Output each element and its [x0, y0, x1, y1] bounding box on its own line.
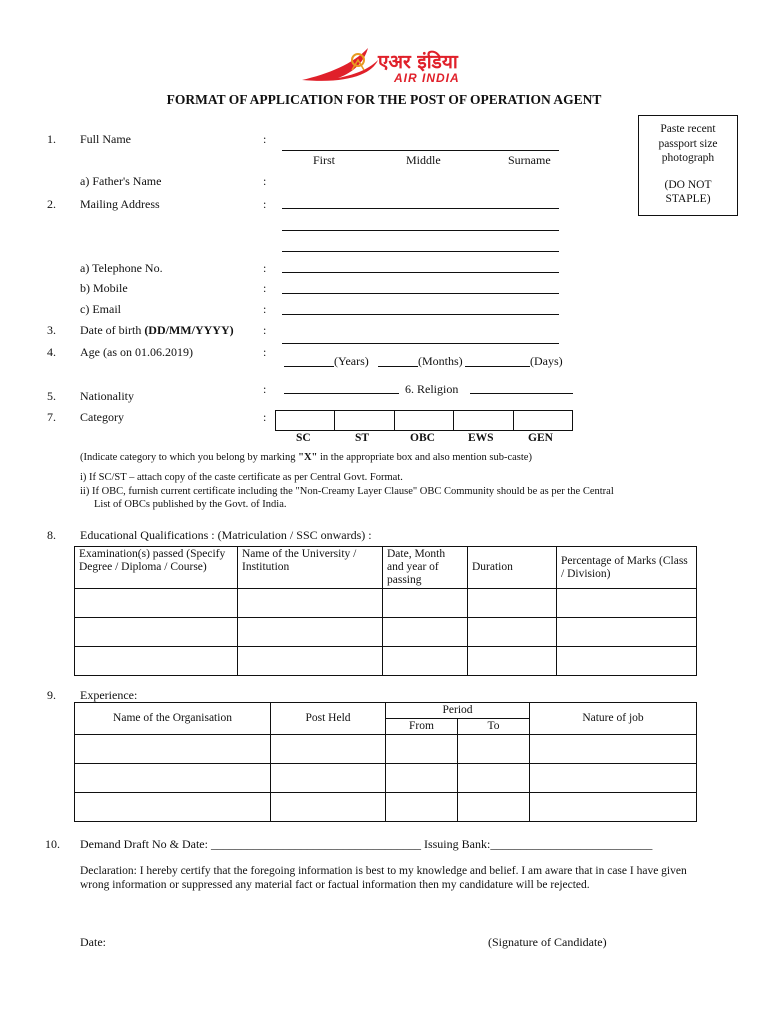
table-cell[interactable] [383, 647, 468, 676]
category-instruction [80, 452, 532, 463]
table-row [75, 647, 697, 676]
category-gen-label: GEN [528, 432, 553, 444]
colon: : [263, 261, 267, 275]
edu-header-university: Name of the University / Institution [238, 547, 383, 589]
photo-line-3: photograph [661, 152, 715, 164]
instruction-text-end: in the appropriate box and also mention sub-caste) [317, 452, 532, 463]
table-cell[interactable] [238, 647, 383, 676]
logo-hindi-text: एअर इंडिया [378, 51, 458, 73]
field-5-number: 5. [47, 389, 56, 403]
category-box-obc[interactable] [395, 411, 454, 430]
category-box-ews[interactable] [454, 411, 513, 430]
exp-header-organisation: Name of the Organisation [75, 703, 271, 735]
dob-format: (DD/MM/YYYY) [144, 323, 234, 337]
table-cell[interactable] [238, 618, 383, 647]
table-cell[interactable] [75, 764, 271, 793]
colon: : [263, 132, 267, 146]
age-label: Age (as on 01.06.2019) [80, 345, 193, 359]
age-days-label: (Days) [530, 354, 563, 368]
table-row [75, 735, 697, 764]
table-cell[interactable] [530, 793, 697, 822]
full-name-label: Full Name [80, 132, 131, 146]
table-row [75, 764, 697, 793]
table-cell[interactable] [557, 647, 697, 676]
table-row [75, 589, 697, 618]
colon: : [263, 382, 267, 396]
date-label: Date: [80, 935, 106, 949]
exp-header-from: From [386, 719, 458, 735]
instruction-mark: "X" [298, 452, 318, 463]
age-years-label: (Years) [334, 354, 369, 368]
dob-label [80, 323, 234, 338]
telephone-label: a) Telephone No. [80, 261, 163, 275]
field-7-number: 7. [47, 410, 56, 424]
edu-header-percentage: Percentage of Marks (Class / Division) [557, 547, 697, 589]
mobile-field[interactable] [282, 293, 559, 294]
nationality-field[interactable] [284, 393, 399, 394]
age-years-field[interactable] [284, 366, 334, 367]
field-9-number: 9. [47, 688, 56, 702]
table-cell[interactable] [386, 735, 458, 764]
issuing-bank-label: Issuing Bank: [423, 837, 491, 851]
table-cell[interactable] [557, 618, 697, 647]
name-first-label: First [313, 153, 336, 167]
field-10-number: 10. [45, 837, 60, 851]
religion-field[interactable] [470, 393, 573, 394]
table-cell[interactable] [468, 618, 557, 647]
table-cell[interactable] [271, 764, 386, 793]
table-cell[interactable] [468, 589, 557, 618]
colon: : [263, 345, 267, 359]
edu-header-duration: Duration [468, 547, 557, 589]
logo-english-text: AIR INDIA [394, 71, 460, 85]
issuing-bank-field[interactable]: ___________________________ [490, 837, 653, 851]
category-box-st[interactable] [335, 411, 394, 430]
table-cell[interactable] [271, 735, 386, 764]
photo-box [638, 115, 738, 216]
email-label: c) Email [80, 302, 121, 316]
photo-line-2: passport size [658, 137, 718, 150]
note-obc-continued: List of OBCs published by the Govt. of India. [94, 499, 287, 510]
exp-header-period: Period [386, 703, 530, 719]
telephone-field[interactable] [282, 272, 559, 273]
colon: : [263, 174, 267, 188]
photo-line-1: Paste recent [660, 123, 716, 135]
category-st-label: ST [355, 432, 370, 444]
mobile-label: b) Mobile [80, 281, 128, 295]
table-cell[interactable] [458, 793, 530, 822]
table-cell[interactable] [271, 793, 386, 822]
address-line-3[interactable] [282, 251, 559, 252]
category-label: Category [80, 410, 124, 424]
colon: : [263, 197, 267, 211]
table-row [75, 793, 697, 822]
table-cell[interactable] [75, 793, 271, 822]
name-surname-label: Surname [508, 153, 551, 167]
table-cell[interactable] [557, 589, 697, 618]
field-8-number: 8. [47, 528, 56, 542]
religion-label: 6. Religion [405, 382, 459, 396]
colon: : [263, 410, 267, 424]
field-2-number: 2. [47, 197, 56, 211]
education-table [74, 546, 697, 676]
education-label: Educational Qualifications : (Matriculation / SSC onwards) : [80, 528, 372, 542]
table-cell[interactable] [75, 618, 238, 647]
email-field[interactable] [282, 314, 559, 315]
table-cell[interactable] [458, 735, 530, 764]
exp-header-post: Post Held [271, 703, 386, 735]
page-title: FORMAT OF APPLICATION FOR THE POST OF OPERATION AGENT [166, 92, 602, 107]
table-cell[interactable] [458, 764, 530, 793]
table-cell[interactable] [75, 589, 238, 618]
table-cell[interactable] [75, 735, 271, 764]
category-obc-label: OBC [410, 432, 435, 444]
table-cell[interactable] [383, 589, 468, 618]
demand-draft-row [80, 837, 652, 852]
address-line-1[interactable] [282, 208, 559, 209]
exp-header-to: To [458, 719, 530, 735]
dob-label-text: Date of birth [80, 323, 145, 337]
name-middle-label: Middle [406, 153, 441, 167]
table-row [75, 618, 697, 647]
demand-draft-label: Demand Draft No & Date: [80, 837, 208, 851]
colon: : [263, 302, 267, 316]
table-cell[interactable] [386, 793, 458, 822]
photo-line-4: (DO NOT [664, 178, 712, 191]
exp-header-nature: Nature of job [530, 703, 697, 735]
table-cell[interactable] [386, 764, 458, 793]
dob-field[interactable] [282, 343, 559, 344]
age-months-label: (Months) [418, 354, 463, 368]
photo-line-5: STAPLE) [665, 193, 711, 205]
declaration-text: Declaration: I hereby certify that the foregoing information is best to my knowledge and belief. I am aware that in case I have given wrong information or suppressed any material fact or factual information then my candidature will be rejected. [80, 865, 687, 891]
nationality-label: Nationality [80, 389, 134, 403]
table-cell[interactable] [530, 764, 697, 793]
air-india-logo [298, 44, 476, 90]
field-3-number: 3. [47, 323, 56, 337]
table-cell[interactable] [383, 618, 468, 647]
category-box-sc[interactable] [276, 411, 335, 430]
age-days-field[interactable] [465, 366, 530, 367]
category-sc-label: SC [296, 432, 311, 444]
edu-header-exam: Examination(s) passed (Specify Degree / Diploma / Course) [75, 547, 238, 589]
category-ews-label: EWS [468, 432, 494, 444]
fathers-name-label: a) Father's Name [80, 174, 162, 188]
colon: : [263, 323, 267, 337]
table-cell[interactable] [468, 647, 557, 676]
colon: : [263, 281, 267, 295]
full-name-field[interactable] [282, 150, 559, 151]
demand-draft-field[interactable]: ___________________________________ [210, 837, 421, 851]
age-months-field[interactable] [378, 366, 418, 367]
table-cell[interactable] [530, 735, 697, 764]
category-box-gen[interactable] [514, 411, 572, 430]
experience-table [74, 702, 697, 822]
note-sc-st: i) If SC/ST – attach copy of the caste certificate as per Central Govt. Format. [80, 472, 403, 483]
table-cell[interactable] [75, 647, 238, 676]
address-line-2[interactable] [282, 230, 559, 231]
mailing-address-label: Mailing Address [80, 197, 160, 211]
instruction-text: (Indicate category to which you belong by marking [80, 452, 299, 463]
category-boxes [275, 410, 573, 431]
note-obc: ii) If OBC, furnish current certificate including the "Non-Creamy Layer Clause" OBC Community should be as per the Central [80, 486, 614, 497]
edu-header-date: Date, Month and year of passing [383, 547, 468, 589]
field-4-number: 4. [47, 345, 56, 359]
signature-label: (Signature of Candidate) [488, 935, 607, 949]
field-1-number: 1. [47, 132, 56, 146]
table-cell[interactable] [238, 589, 383, 618]
experience-label: Experience: [80, 688, 138, 702]
